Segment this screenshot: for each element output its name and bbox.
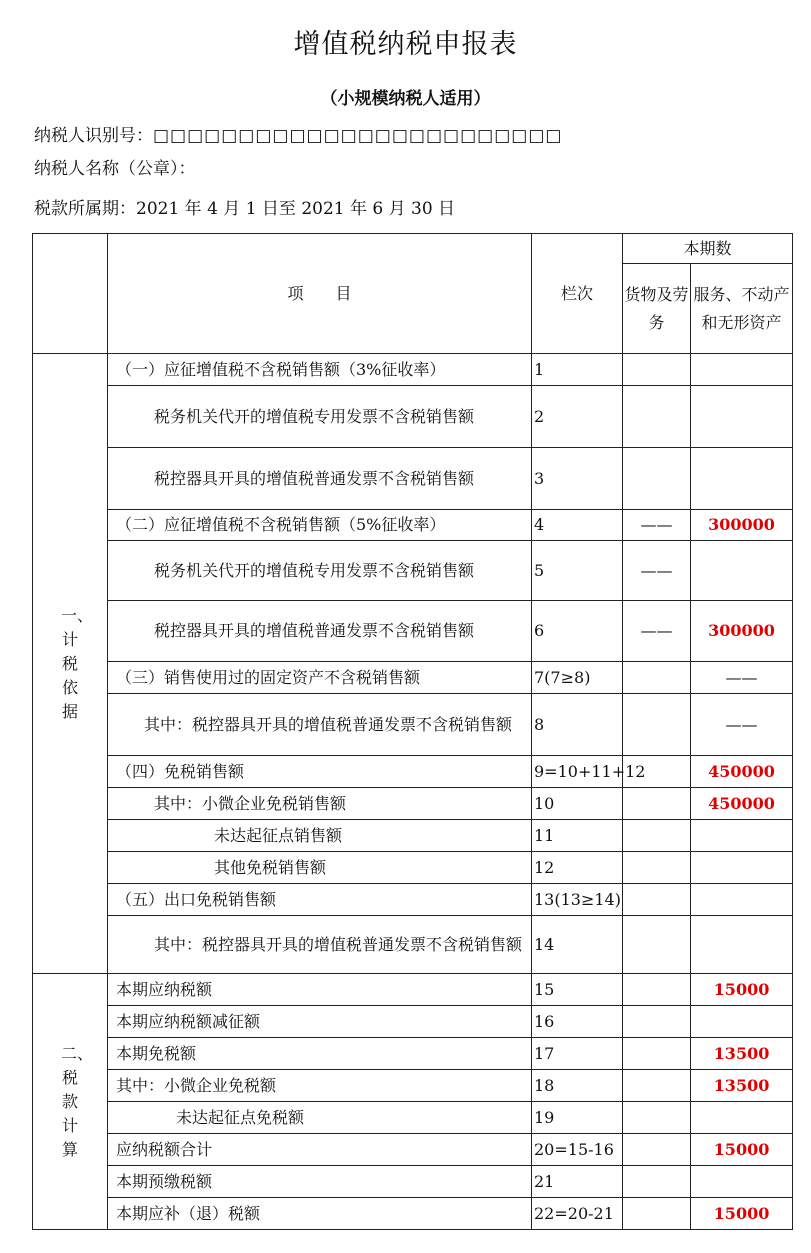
row-services-value: 15000 (691, 1198, 793, 1230)
row-goods-value (623, 1166, 691, 1198)
row-item: 税控器具开具的增值税普通发票不含税销售额 (108, 601, 532, 662)
table-row (33, 510, 793, 541)
row-item: 本期预缴税额 (108, 1166, 532, 1198)
header-current-period: 本期数 (623, 234, 793, 264)
row-services-value (691, 884, 793, 916)
table-row (33, 1198, 793, 1230)
table-row (33, 788, 793, 820)
row-goods-value: —— (623, 601, 691, 662)
row-services-value (691, 1102, 793, 1134)
row-services-value (691, 1006, 793, 1038)
header-project: 项 目 (108, 234, 532, 354)
row-goods-value (623, 354, 691, 386)
row-services-value: 300000 (691, 601, 793, 662)
header-row (33, 234, 793, 264)
row-services-value: 15000 (691, 974, 793, 1006)
row-line-no: 12 (532, 852, 623, 884)
table-row (33, 1166, 793, 1198)
row-services-value: 450000 (691, 756, 793, 788)
row-line-no: 4 (532, 510, 623, 541)
row-item: 税控器具开具的增值税普通发票不含税销售额 (108, 448, 532, 510)
table-row (33, 386, 793, 448)
table-row (33, 1006, 793, 1038)
row-line-no: 17 (532, 1038, 623, 1070)
table-row (33, 354, 793, 386)
row-line-no: 11 (532, 820, 623, 852)
table-row (33, 974, 793, 1006)
row-line-no: 15 (532, 974, 623, 1006)
section-label-text: 二、税款计算 (61, 1043, 94, 1159)
table-row (33, 541, 793, 601)
table-row (33, 662, 793, 694)
row-goods-value (623, 694, 691, 756)
section-label-tax-basis (33, 354, 108, 974)
row-goods-value (623, 386, 691, 448)
row-goods-value (623, 974, 691, 1006)
row-services-value (691, 386, 793, 448)
row-item: （三）销售使用过的固定资产不含税销售额 (108, 662, 532, 694)
row-item: （一）应征增值税不含税销售额（3%征收率） (108, 354, 532, 386)
row-item: 其中：小微企业免税额 (108, 1070, 532, 1102)
row-line-no: 14 (532, 916, 623, 974)
row-item: 本期应纳税额减征额 (108, 1006, 532, 1038)
row-services-value (691, 852, 793, 884)
row-goods-value (623, 1038, 691, 1070)
form-subtitle: （小规模纳税人适用） (320, 89, 491, 109)
row-line-no: 10 (532, 788, 623, 820)
row-services-value: 15000 (691, 1134, 793, 1166)
row-item: 未达起征点免税额 (108, 1102, 532, 1134)
row-item: 未达起征点销售额 (108, 820, 532, 852)
row-item: 其中：税控器具开具的增值税普通发票不含税销售额 (108, 916, 532, 974)
row-goods-value (623, 916, 691, 974)
row-item: 其中：小微企业免税销售额 (108, 788, 532, 820)
row-goods-value (623, 1102, 691, 1134)
row-line-no: 20=15-16 (532, 1134, 623, 1166)
row-line-no: 7(7≥8) (532, 662, 623, 694)
row-goods-value (623, 1134, 691, 1166)
header-services-property: 服务、不动产和无形资产 (691, 264, 793, 354)
row-item: 其中：税控器具开具的增值税普通发票不含税销售额 (108, 694, 532, 756)
row-item: （四）免税销售额 (108, 756, 532, 788)
form-title: 增值税纳税申报表 (293, 29, 518, 60)
table-row (33, 1134, 793, 1166)
row-line-no: 3 (532, 448, 623, 510)
row-services-value: 13500 (691, 1038, 793, 1070)
section-label-tax-calc (33, 974, 108, 1230)
row-item: 税务机关代开的增值税专用发票不含税销售额 (108, 541, 532, 601)
row-services-value (691, 448, 793, 510)
row-goods-value (623, 448, 691, 510)
row-services-value (691, 1166, 793, 1198)
row-services-value: 450000 (691, 788, 793, 820)
row-goods-value (623, 1198, 691, 1230)
table-row (33, 1070, 793, 1102)
row-item: （五）出口免税销售额 (108, 884, 532, 916)
table-row (33, 756, 793, 788)
row-line-no: 2 (532, 386, 623, 448)
row-line-no: 16 (532, 1006, 623, 1038)
row-goods-value (623, 852, 691, 884)
row-goods-value: —— (623, 541, 691, 601)
row-item: 本期应补（退）税额 (108, 1198, 532, 1230)
row-goods-value (623, 1006, 691, 1038)
row-item: 本期免税额 (108, 1038, 532, 1070)
row-goods-value (623, 1070, 691, 1102)
taxpayer-name-label: 纳税人名称（公章）： (34, 159, 196, 179)
row-line-no: 5 (532, 541, 623, 601)
taxpayer-id-row (34, 121, 563, 146)
row-item: 本期应纳税额 (108, 974, 532, 1006)
row-goods-value (623, 788, 691, 820)
row-line-no: 21 (532, 1166, 623, 1198)
tax-period-value: 2021 年 4 月 1 日至 2021 年 6 月 30 日 (136, 199, 456, 219)
taxpayer-id-boxes: □□□□□□□□□□□□□□□□□□□□□□□□ (153, 126, 563, 146)
row-services-value: 13500 (691, 1070, 793, 1102)
row-line-no: 6 (532, 601, 623, 662)
row-services-value (691, 820, 793, 852)
table-row (33, 884, 793, 916)
section-label-text: 一、计税依据 (61, 605, 94, 721)
table-row (33, 1102, 793, 1134)
row-services-value: 300000 (691, 510, 793, 541)
header-blank-cell (33, 234, 108, 354)
row-services-value (691, 354, 793, 386)
header-line-no: 栏次 (532, 234, 623, 354)
table-row (33, 852, 793, 884)
row-services-value: —— (691, 694, 793, 756)
table-row (33, 916, 793, 974)
row-services-value: —— (691, 662, 793, 694)
row-goods-value (623, 884, 691, 916)
row-line-no: 8 (532, 694, 623, 756)
row-item: 税务机关代开的增值税专用发票不含税销售额 (108, 386, 532, 448)
tax-period-label: 税款所属期： (34, 199, 136, 219)
header-goods-services: 货物及劳务 (623, 264, 691, 354)
row-line-no: 22=20-21 (532, 1198, 623, 1230)
tax-return-table (32, 233, 793, 1230)
taxpayer-id-label: 纳税人识别号： (34, 126, 153, 146)
table-row (33, 694, 793, 756)
row-line-no: 13(13≥14) (532, 884, 623, 916)
row-goods-value (623, 662, 691, 694)
tax-period-row (34, 194, 455, 219)
row-line-no: 9=10+11+12 (532, 756, 623, 788)
table-row (33, 820, 793, 852)
table-row (33, 448, 793, 510)
row-line-no: 1 (532, 354, 623, 386)
row-services-value (691, 541, 793, 601)
row-line-no: 19 (532, 1102, 623, 1134)
row-item: 应纳税额合计 (108, 1134, 532, 1166)
row-line-no: 18 (532, 1070, 623, 1102)
row-services-value (691, 916, 793, 974)
row-goods-value: —— (623, 510, 691, 541)
table-row (33, 1038, 793, 1070)
row-item: 其他免税销售额 (108, 852, 532, 884)
row-goods-value (623, 820, 691, 852)
table-row (33, 601, 793, 662)
row-item: （二）应征增值税不含税销售额（5%征收率） (108, 510, 532, 541)
